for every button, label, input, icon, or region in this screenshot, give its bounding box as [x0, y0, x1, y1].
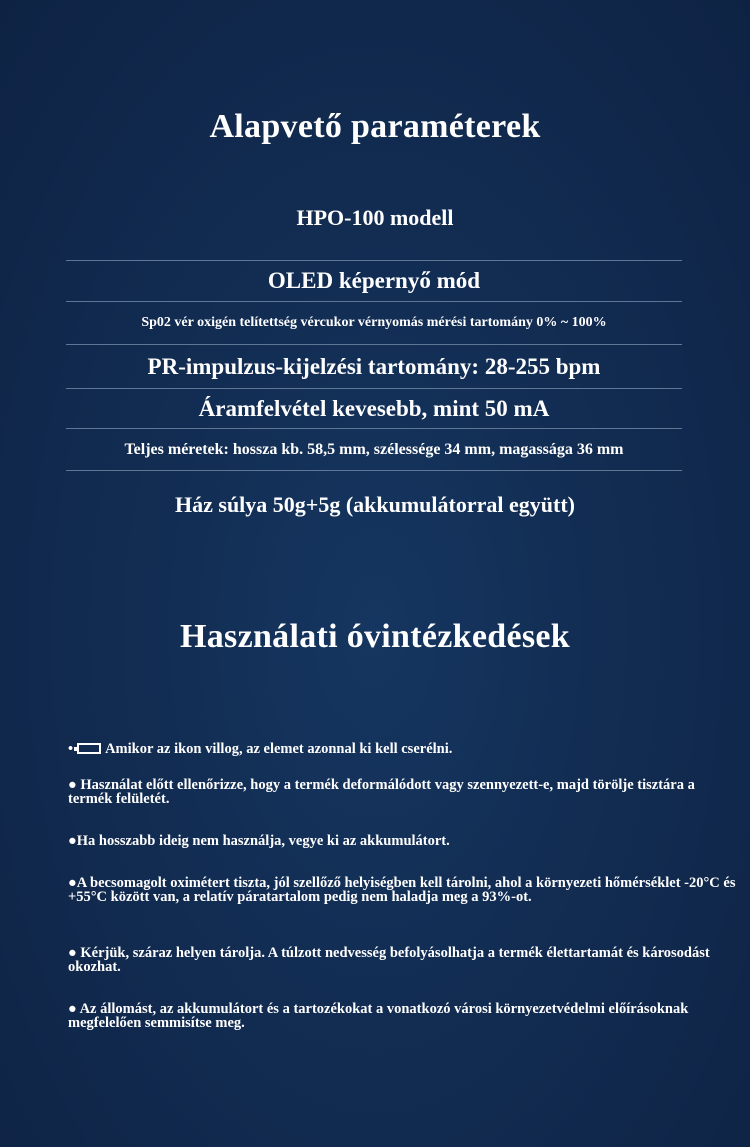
bullet: ● — [68, 875, 77, 891]
spec-row-pulse-range: PR-impulzus-kijelzési tartomány: 28-255 bpm — [66, 344, 682, 388]
battery-icon — [77, 743, 101, 754]
bullet: ● — [68, 1001, 77, 1017]
precaution-text: Az állomást, az akkumulátort és a tartozékokat a vonatkozó városi környezetvédelmi előírásoknak megfelelően semmisítse meg. — [68, 1001, 689, 1031]
precaution-text: A becsomagolt oximétert tiszta, jól szellőző helyiségben kell tárolni, ahol a környezeti hőmérséklet -20°C és +55°C között van, a relatív páratartalom pedig nem haladja meg a 93%-ot. — [68, 875, 736, 905]
bullet: ● — [68, 777, 77, 793]
precaution-text: Amikor az ikon villog, az elemet azonnal ki kell cserélni. — [105, 741, 453, 757]
precaution-item — [68, 742, 740, 756]
precaution-item — [68, 946, 740, 974]
precaution-item — [68, 778, 740, 806]
precautions-heading: Használati óvintézkedések — [180, 618, 570, 655]
precaution-text: Használat előtt ellenőrizze, hogy a termék deformálódott vagy szennyezett-e, majd törölje tisztára a termék felületét. — [68, 777, 695, 807]
spec-row-display: OLED képernyő mód — [66, 260, 682, 301]
bullet: ● — [68, 833, 77, 849]
spec-row-dimensions: Teljes méretek: hossza kb. 58,5 mm, szélessége 34 mm, magassága 36 mm — [66, 428, 682, 471]
precaution-item — [68, 1002, 740, 1030]
precaution-item — [68, 876, 740, 904]
parameters-heading: Alapvető paraméterek — [209, 108, 541, 145]
weight-spec: Ház súlya 50g+5g (akkumulátorral együtt) — [175, 492, 575, 517]
model-name: HPO-100 modell — [296, 205, 454, 230]
precaution-text: Ha hosszabb ideig nem használja, vegye ki az akkumulátort. — [76, 833, 450, 849]
bullet: ● — [68, 945, 77, 961]
spec-row-current: Áramfelvétel kevesebb, mint 50 mA — [66, 388, 682, 428]
precaution-item — [68, 834, 740, 848]
bullet: • — [68, 741, 74, 757]
spec-table — [66, 260, 682, 471]
precaution-text: Kérjük, száraz helyen tárolja. A túlzott nedvesség befolyásolhatja a termék élettartamát és károsodást okozhat. — [68, 945, 710, 975]
spec-row-measurement-range: Sp02 vér oxigén telítettség vércukor vérnyomás mérési tartomány 0% ~ 100% — [66, 301, 682, 344]
